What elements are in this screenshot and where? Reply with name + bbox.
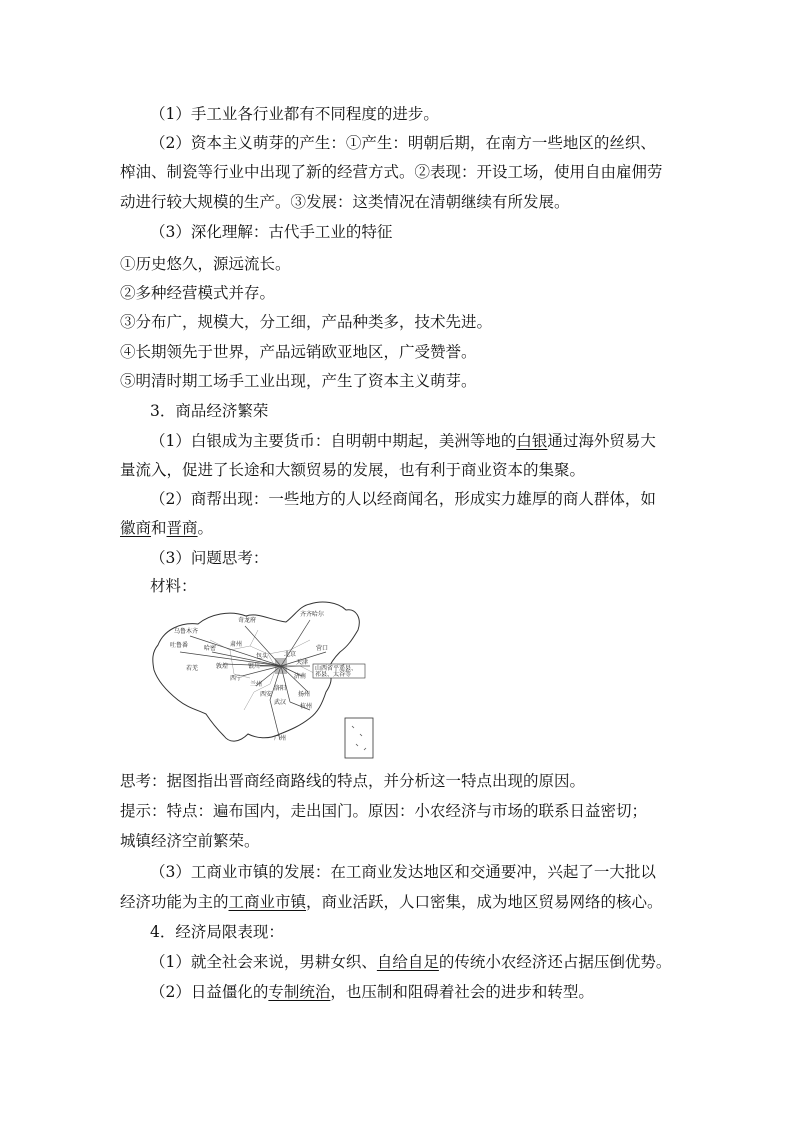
map-label: 乌鲁木齐	[174, 628, 199, 635]
text-line: 量流入，促进了长途和大额贸易的发展，也有利于商业资本的集聚。	[120, 461, 586, 479]
map-label: 扬州	[298, 691, 311, 698]
underlined-term: 工商业市镇	[228, 893, 307, 911]
province-border	[210, 630, 316, 710]
map-label: 西宁	[230, 675, 243, 682]
map-label: 武汉	[274, 699, 287, 706]
map-label: 肃州	[230, 641, 243, 648]
map-label: 洛阳	[274, 685, 287, 692]
map-label: 包头	[256, 653, 269, 660]
map-label: 吐鲁番	[170, 642, 189, 649]
text-span: 通过海外贸易大	[547, 432, 656, 450]
text-line: ⑤明清时期工场手工业出现，产生了资本主义萌芽。	[120, 372, 477, 390]
text-line	[150, 982, 594, 1002]
text-line: 榨油、制瓷等行业中出现了新的经营方式。②表现：开设工场，使用自由雇佣劳	[120, 163, 663, 181]
text-span: 。	[197, 519, 214, 537]
text-line	[150, 952, 671, 972]
text-line: 提示：特点：遍布国内，走出国门。原因：小农经济与市场的联系日益密切；	[120, 802, 648, 820]
map-label: 兰州	[250, 681, 263, 688]
map-label: 济南	[294, 673, 307, 680]
south-china-sea-inset	[345, 718, 373, 758]
underlined-term: 白银	[516, 432, 548, 450]
text-line	[120, 892, 663, 912]
text-line: 思考：据图指出晋商经商路线的特点，并分析这一特点出现的原因。	[120, 772, 586, 790]
underlined-term: 晋商	[166, 519, 198, 537]
text-span: 经济功能为主的	[120, 893, 229, 911]
map-label: 若羌	[186, 665, 199, 672]
section-heading: 3．商品经济繁荣	[150, 402, 269, 420]
map-label: 敦煌	[216, 663, 229, 670]
underlined-term: 专制统治	[268, 983, 331, 1001]
map-label: 杭州	[300, 703, 313, 710]
map-label: 齐齐哈尔	[300, 611, 325, 618]
map-label: 天津	[296, 659, 309, 666]
text-line: （2）商帮出现：一些地方的人以经商闻名，形成实力雄厚的商人群体，如	[150, 490, 656, 508]
text-span: 和	[151, 519, 167, 537]
map-label: 西安	[260, 691, 273, 698]
text-line: （3）深化理解：古代手工业的特征	[150, 223, 393, 241]
text-line: （3）问题思考：	[150, 549, 269, 567]
text-span: （1）就全社会来说，男耕女织、	[150, 953, 377, 971]
callout-text: 山西省平遥县、	[315, 665, 358, 672]
map-label: 营口	[316, 645, 329, 652]
map-label: 广州	[274, 735, 287, 742]
text-line: ①历史悠久，源远流长。	[120, 255, 291, 273]
underlined-term: 徽商	[120, 519, 152, 537]
text-line: ③分布广，规模大，分工细，产品种类多，技术先进。	[120, 313, 493, 331]
text-span: ，商业活跃，人口密集，成为地区贸易网络的核心。	[306, 893, 663, 911]
underlined-term: 自给自足	[376, 953, 439, 971]
map-label: 北京	[284, 651, 297, 658]
text-span: 的传统小农经济还占据压倒优势。	[438, 953, 672, 971]
merchant-route-map	[150, 600, 390, 762]
text-line: ④长期领先于世界，产品远销欧亚地区，广受赞誉。	[120, 343, 477, 361]
text-line: 动进行较大规模的生产。③发展：这类情况在清朝继续有所发展。	[120, 193, 570, 211]
text-span: （2）日益僵化的	[150, 983, 269, 1001]
text-line	[120, 518, 213, 538]
text-span: （1）白银成为主要货币：自明朝中期起，美洲等地的	[150, 432, 517, 450]
map-label: 银川	[248, 663, 261, 670]
text-line: （2）资本主义萌芽的产生：①产生：明朝后期，在南方一些地区的丝织、	[150, 134, 656, 152]
map-label: 奇龙府	[238, 617, 257, 624]
text-line: （1）手工业各行业都有不同程度的进步。	[150, 105, 439, 123]
callout-text: 祁县、太谷等	[315, 671, 352, 678]
text-line: 城镇经济空前繁荣。	[120, 832, 260, 850]
text-line: ②多种经营模式并存。	[120, 284, 276, 302]
text-span: ，也压制和阻碍着社会的进步和转型。	[330, 983, 594, 1001]
text-line: 材料：	[150, 577, 197, 595]
text-line: （3）工商业市镇的发展：在工商业发达地区和交通要冲，兴起了一大批以	[150, 863, 656, 881]
map-label: 哈密	[204, 645, 217, 652]
section-heading: 4．经济局限表现：	[150, 923, 284, 941]
text-line	[150, 431, 656, 451]
